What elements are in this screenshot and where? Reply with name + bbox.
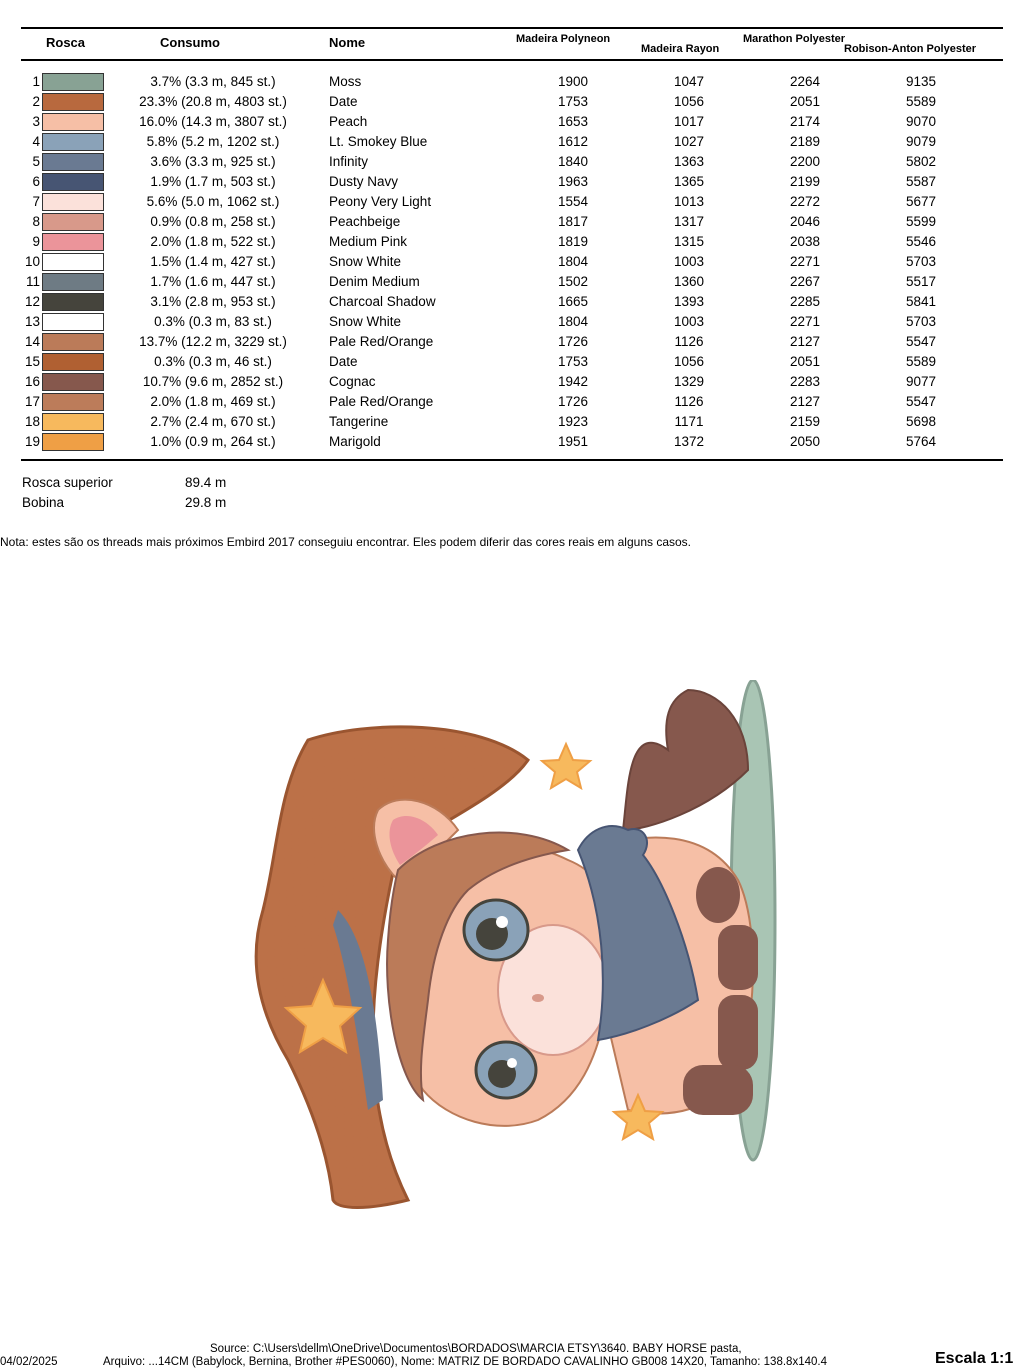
marathon-polyester-cell: 2159: [789, 414, 821, 429]
consumo-cell: 3.7% (3.3 m, 845 st.): [150, 74, 276, 89]
row-number: 5: [32, 154, 40, 169]
marathon-polyester-cell: 2051: [789, 354, 821, 369]
marathon-polyester-cell: 2271: [789, 254, 821, 269]
madeira-polyneon-cell: 1942: [557, 374, 589, 389]
color-swatch: [42, 193, 104, 211]
header-rosca: Rosca: [46, 35, 86, 50]
color-swatch: [42, 113, 104, 131]
marathon-polyester-cell: 2189: [789, 134, 821, 149]
madeira-polyneon-cell: 1817: [557, 214, 589, 229]
color-swatch: [42, 213, 104, 231]
marathon-polyester-cell: 2038: [789, 234, 821, 249]
table-row: [0, 172, 1024, 192]
robison-anton-polyester-cell: 5589: [905, 354, 937, 369]
robison-anton-polyester-cell: 5599: [905, 214, 937, 229]
row-number: 10: [24, 254, 40, 269]
robison-anton-polyester-cell: 5587: [905, 174, 937, 189]
madeira-rayon-cell: 1363: [673, 154, 705, 169]
marathon-polyester-cell: 2127: [789, 394, 821, 409]
consumo-cell: 5.6% (5.0 m, 1062 st.): [146, 194, 280, 209]
robison-anton-polyester-cell: 5802: [905, 154, 937, 169]
consumo-cell: 0.3% (0.3 m, 46 st.): [154, 354, 272, 369]
consumo-cell: 0.9% (0.8 m, 258 st.): [150, 214, 276, 229]
nome-cell: Snow White: [329, 314, 402, 329]
nome-cell: Charcoal Shadow: [329, 294, 436, 309]
nome-cell: Medium Pink: [329, 234, 408, 249]
color-swatch: [42, 373, 104, 391]
header-consumo: Consumo: [160, 35, 220, 50]
table-row: [0, 332, 1024, 352]
table-row: [0, 212, 1024, 232]
marathon-polyester-cell: 2264: [789, 74, 821, 89]
row-number: 8: [32, 214, 40, 229]
table-row: [0, 132, 1024, 152]
marathon-polyester-cell: 2283: [789, 374, 821, 389]
row-number: 16: [24, 374, 40, 389]
nome-cell: Moss: [329, 74, 362, 89]
consumo-cell: 3.6% (3.3 m, 925 st.): [150, 154, 276, 169]
robison-anton-polyester-cell: 5698: [905, 414, 937, 429]
madeira-polyneon-cell: 1726: [557, 394, 589, 409]
madeira-rayon-cell: 1329: [673, 374, 705, 389]
table-bottom-rule: [21, 459, 1003, 461]
nome-cell: Peony Very Light: [329, 194, 432, 209]
row-number: 17: [24, 394, 40, 409]
table-row: [0, 432, 1024, 452]
table-row: [0, 312, 1024, 332]
header-madeira-rayon: Madeira Rayon: [641, 43, 720, 55]
nome-cell: Pale Red/Orange: [329, 334, 434, 349]
robison-anton-polyester-cell: 9070: [905, 114, 937, 129]
marathon-polyester-cell: 2200: [789, 154, 821, 169]
robison-anton-polyester-cell: 5764: [905, 434, 937, 449]
marathon-polyester-cell: 2050: [789, 434, 821, 449]
robison-anton-polyester-cell: 5677: [905, 194, 937, 209]
table-header-rule: [21, 59, 1003, 61]
nome-cell: Tangerine: [329, 414, 389, 429]
madeira-polyneon-cell: 1923: [557, 414, 589, 429]
color-swatch: [42, 333, 104, 351]
eye-highlight-right-shape: [507, 1058, 517, 1068]
color-swatch: [42, 433, 104, 451]
rosca-superior-value: 89.4 m: [185, 475, 227, 490]
madeira-rayon-cell: 1126: [674, 334, 704, 349]
nome-cell: Marigold: [329, 434, 381, 449]
color-swatch: [42, 253, 104, 271]
table-row: [0, 292, 1024, 312]
color-swatch: [42, 173, 104, 191]
table-row: [0, 152, 1024, 172]
madeira-polyneon-cell: 1963: [557, 174, 589, 189]
rosca-superior-label: Rosca superior: [22, 475, 113, 490]
madeira-rayon-cell: 1171: [674, 414, 704, 429]
consumo-cell: 1.5% (1.4 m, 427 st.): [150, 254, 276, 269]
robison-anton-polyester-cell: 5547: [905, 334, 937, 349]
nome-cell: Date: [329, 354, 358, 369]
bottom-hoof-shape: [683, 1065, 753, 1115]
nome-cell: Pale Red/Orange: [329, 394, 434, 409]
madeira-polyneon-cell: 1612: [557, 134, 589, 149]
consumo-cell: 2.0% (1.8 m, 522 st.): [150, 234, 276, 249]
robison-anton-polyester-cell: 5517: [905, 274, 937, 289]
madeira-rayon-cell: 1372: [673, 434, 705, 449]
eye-highlight-left-shape: [496, 916, 508, 928]
color-swatch: [42, 293, 104, 311]
madeira-polyneon-cell: 1753: [557, 354, 589, 369]
nome-cell: Date: [329, 94, 358, 109]
footer-source: Source: C:\Users\dellm\OneDrive\Documentos\BORDADOS\MARCIA ETSY\3640. BABY HORSE pasta,: [210, 1343, 742, 1355]
nome-cell: Infinity: [329, 154, 369, 169]
color-swatch: [42, 353, 104, 371]
header-marathon-polyester: Marathon Polyester: [743, 33, 846, 45]
consumo-cell: 2.0% (1.8 m, 469 st.): [150, 394, 276, 409]
embroidery-design-preview: [248, 680, 788, 1225]
header-robison-anton-polyester: Robison-Anton Polyester: [844, 43, 977, 55]
table-row: [0, 372, 1024, 392]
robison-anton-polyester-cell: 5547: [905, 394, 937, 409]
row-number: 1: [32, 74, 40, 89]
row-number: 4: [32, 134, 40, 149]
madeira-polyneon-cell: 1840: [557, 154, 589, 169]
madeira-polyneon-cell: 1804: [557, 254, 589, 269]
marathon-polyester-cell: 2285: [789, 294, 821, 309]
table-row: [0, 92, 1024, 112]
madeira-rayon-cell: 1003: [673, 254, 705, 269]
marathon-polyester-cell: 2046: [789, 214, 821, 229]
nome-cell: Peachbeige: [329, 214, 401, 229]
footer-scale: Escala 1:1: [935, 1350, 1014, 1367]
consumo-cell: 1.9% (1.7 m, 503 st.): [150, 174, 276, 189]
nome-cell: Cognac: [329, 374, 376, 389]
table-row: [0, 252, 1024, 272]
marathon-polyester-cell: 2199: [789, 174, 821, 189]
nostril-shape: [532, 994, 544, 1002]
marathon-polyester-cell: 2174: [789, 114, 821, 129]
nome-cell: Lt. Smokey Blue: [329, 134, 428, 149]
robison-anton-polyester-cell: 5703: [905, 314, 937, 329]
color-swatch: [42, 413, 104, 431]
robison-anton-polyester-cell: 5703: [905, 254, 937, 269]
back-hoof-shape: [718, 995, 758, 1070]
madeira-rayon-cell: 1315: [673, 234, 705, 249]
row-number: 11: [25, 274, 40, 289]
consumo-cell: 23.3% (20.8 m, 4803 st.): [139, 94, 287, 109]
consumo-cell: 5.8% (5.2 m, 1202 st.): [146, 134, 280, 149]
table-row: [0, 112, 1024, 132]
row-number: 18: [24, 414, 40, 429]
color-swatch: [42, 133, 104, 151]
nome-cell: Peach: [329, 114, 368, 129]
consumo-cell: 2.7% (2.4 m, 670 st.): [150, 414, 276, 429]
front-hoof-shape: [718, 925, 758, 990]
madeira-rayon-cell: 1047: [673, 74, 705, 89]
madeira-polyneon-cell: 1554: [557, 194, 589, 209]
consumo-cell: 0.3% (0.3 m, 83 st.): [154, 314, 272, 329]
madeira-rayon-cell: 1365: [673, 174, 705, 189]
table-row: [0, 192, 1024, 212]
bobina-value: 29.8 m: [185, 495, 227, 510]
madeira-polyneon-cell: 1804: [557, 314, 589, 329]
color-swatch: [42, 233, 104, 251]
row-number: 15: [24, 354, 40, 369]
color-swatch: [42, 313, 104, 331]
marathon-polyester-cell: 2271: [789, 314, 821, 329]
bobina-label: Bobina: [22, 495, 65, 510]
consumo-cell: 3.1% (2.8 m, 953 st.): [150, 294, 276, 309]
nome-cell: Denim Medium: [329, 274, 420, 289]
note-text: Nota: estes são os threads mais próximos Embird 2017 conseguiu encontrar. Eles podem diferir das cores reais em alguns casos.: [0, 535, 692, 549]
small-star-top-shape: [542, 744, 590, 788]
marathon-polyester-cell: 2127: [789, 334, 821, 349]
footer-arquivo: Arquivo: ...14CM (Babylock, Bernina, Brother #PES0060), Nome: MATRIZ DE BORDADO CAVALINHO GB008 14X20, Tamanho: 138.8x140.4: [103, 1356, 827, 1368]
madeira-rayon-cell: 1126: [674, 394, 704, 409]
header-madeira-polyneon: Madeira Polyneon: [516, 33, 611, 45]
madeira-polyneon-cell: 1753: [557, 94, 589, 109]
madeira-rayon-cell: 1013: [673, 194, 705, 209]
header-nome: Nome: [329, 35, 366, 50]
table-row: [0, 232, 1024, 252]
robison-anton-polyester-cell: 5546: [905, 234, 937, 249]
madeira-rayon-cell: 1360: [673, 274, 705, 289]
table-row: [0, 392, 1024, 412]
madeira-rayon-cell: 1393: [673, 294, 705, 309]
color-swatch: [42, 73, 104, 91]
madeira-rayon-cell: 1056: [673, 354, 705, 369]
robison-anton-polyester-cell: 9135: [905, 74, 937, 89]
table-row: [0, 272, 1024, 292]
row-number: 9: [32, 234, 40, 249]
table-row: [0, 412, 1024, 432]
madeira-polyneon-cell: 1653: [557, 114, 589, 129]
consumo-cell: 1.7% (1.6 m, 447 st.): [150, 274, 276, 289]
consumo-cell: 16.0% (14.3 m, 3807 st.): [139, 114, 287, 129]
row-number: 13: [24, 314, 40, 329]
nome-cell: Snow White: [329, 254, 402, 269]
color-swatch: [42, 153, 104, 171]
robison-anton-polyester-cell: 5589: [905, 94, 937, 109]
row-number: 6: [32, 174, 40, 189]
footer-date: 04/02/2025: [0, 1356, 58, 1368]
madeira-polyneon-cell: 1502: [557, 274, 589, 289]
madeira-rayon-cell: 1003: [673, 314, 705, 329]
row-number: 2: [32, 94, 40, 109]
row-number: 14: [24, 334, 40, 349]
row-number: 12: [24, 294, 40, 309]
color-swatch: [42, 393, 104, 411]
madeira-polyneon-cell: 1665: [557, 294, 589, 309]
body-spot-shape: [696, 867, 740, 923]
row-number: 19: [24, 434, 40, 449]
madeira-rayon-cell: 1027: [673, 134, 705, 149]
nome-cell: Dusty Navy: [329, 174, 399, 189]
table-row: [0, 72, 1024, 92]
robison-anton-polyester-cell: 9077: [905, 374, 937, 389]
robison-anton-polyester-cell: 5841: [905, 294, 937, 309]
robison-anton-polyester-cell: 9079: [905, 134, 937, 149]
color-swatch: [42, 273, 104, 291]
table-row: [0, 352, 1024, 372]
madeira-rayon-cell: 1317: [673, 214, 705, 229]
marathon-polyester-cell: 2267: [789, 274, 821, 289]
madeira-polyneon-cell: 1900: [557, 74, 589, 89]
tail-shape: [623, 690, 748, 830]
color-swatch: [42, 93, 104, 111]
madeira-polyneon-cell: 1951: [557, 434, 589, 449]
consumo-cell: 13.7% (12.2 m, 3229 st.): [139, 334, 287, 349]
consumo-cell: 1.0% (0.9 m, 264 st.): [150, 434, 276, 449]
row-number: 7: [32, 194, 40, 209]
madeira-polyneon-cell: 1726: [557, 334, 589, 349]
madeira-rayon-cell: 1056: [673, 94, 705, 109]
row-number: 3: [32, 114, 40, 129]
madeira-rayon-cell: 1017: [673, 114, 705, 129]
madeira-polyneon-cell: 1819: [557, 234, 589, 249]
marathon-polyester-cell: 2272: [789, 194, 821, 209]
table-top-rule: [21, 27, 1003, 29]
consumo-cell: 10.7% (9.6 m, 2852 st.): [142, 374, 284, 389]
marathon-polyester-cell: 2051: [789, 94, 821, 109]
